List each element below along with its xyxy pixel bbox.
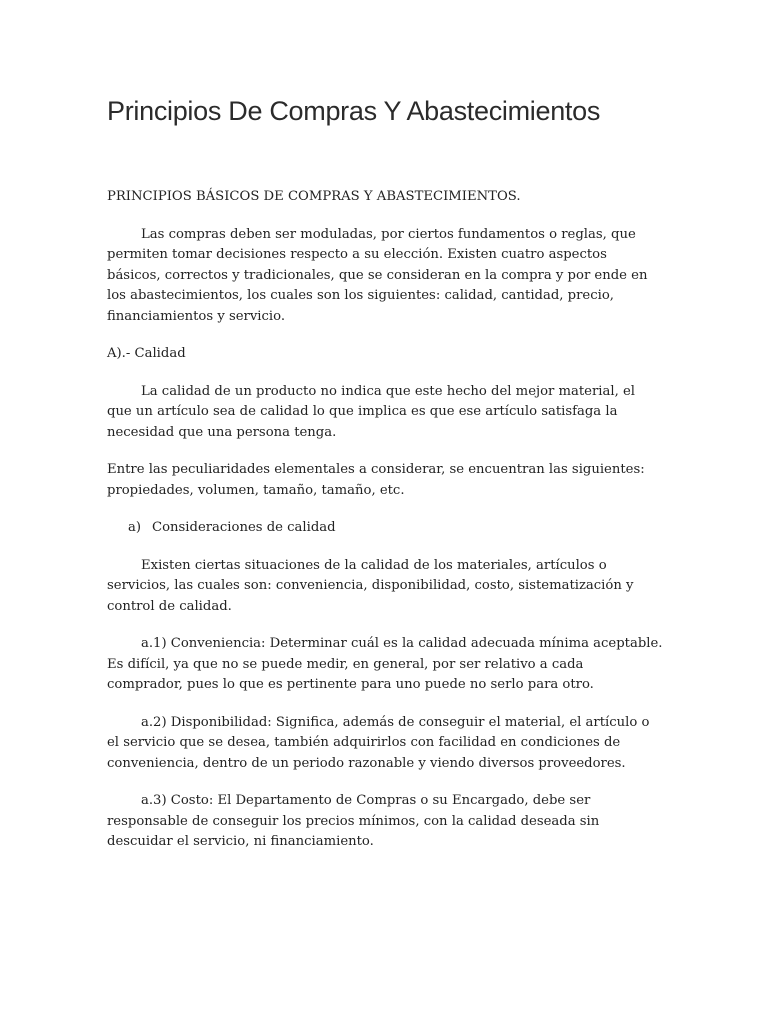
document-body — [107, 187, 663, 870]
convenience-paragraph: a.1) Conveniencia: Determinar cuál es la calidad adecuada mínima aceptable. Es difícil, ya que no se puede medir, en general, por ser relativo a cada comprador, pues lo que es pertinente para uno puede no serlo para otro. — [107, 636, 663, 692]
document-title: Principios De Compras Y Abastecimientos — [107, 96, 601, 126]
quality-paragraph: La calidad de un producto no indica que este hecho del mejor material, el que un artículo sea de calidad lo que implica es que ese artículo satisfaga la necesidad que una persona tenga. — [107, 383, 635, 440]
availability-paragraph: a.2) Disponibilidad: Significa, además de conseguir el material, el artículo o el servicio que se desea, también adquirirlos con facilidad en condiciones de conveniencia, dentro de un periodo razonable y viendo diversos proveedores. — [107, 714, 650, 771]
list-marker: a) — [128, 520, 142, 535]
situations-paragraph: Existen ciertas situaciones de la calidad de los materiales, artículos o servicios, las cuales son: conveniencia, disponibilidad, costo, sistematización y control de calidad. — [107, 557, 634, 614]
list-item-label: Consideraciones de calidad — [152, 520, 336, 535]
section-subtitle: PRINCIPIOS BÁSICOS DE COMPRAS Y ABASTECIMIENTOS. — [107, 189, 521, 204]
intro-paragraph: Las compras deben ser moduladas, por ciertos fundamentos o reglas, que permiten tomar decisiones respecto a su elección. Existen cuatro aspectos básicos, correctos y tradicionales, que se consideran en la compra y por ende en los abastecimientos, los cuales son los siguientes: calidad, cantidad, precio, financiamientos y servicio. — [107, 226, 648, 324]
list-item-quality-considerations — [107, 518, 663, 539]
cost-paragraph: a.3) Costo: El Departamento de Compras o su Encargado, debe ser responsable de conseguir los precios mínimos, con la calidad deseada sin descuidar el servicio, ni financiamiento. — [107, 793, 600, 849]
peculiarities-paragraph: Entre las peculiaridades elementales a considerar, se encuentran las siguientes: propiedades, volumen, tamaño, tamaño, etc. — [107, 462, 645, 498]
section-a-heading: A).- Calidad — [107, 346, 186, 361]
